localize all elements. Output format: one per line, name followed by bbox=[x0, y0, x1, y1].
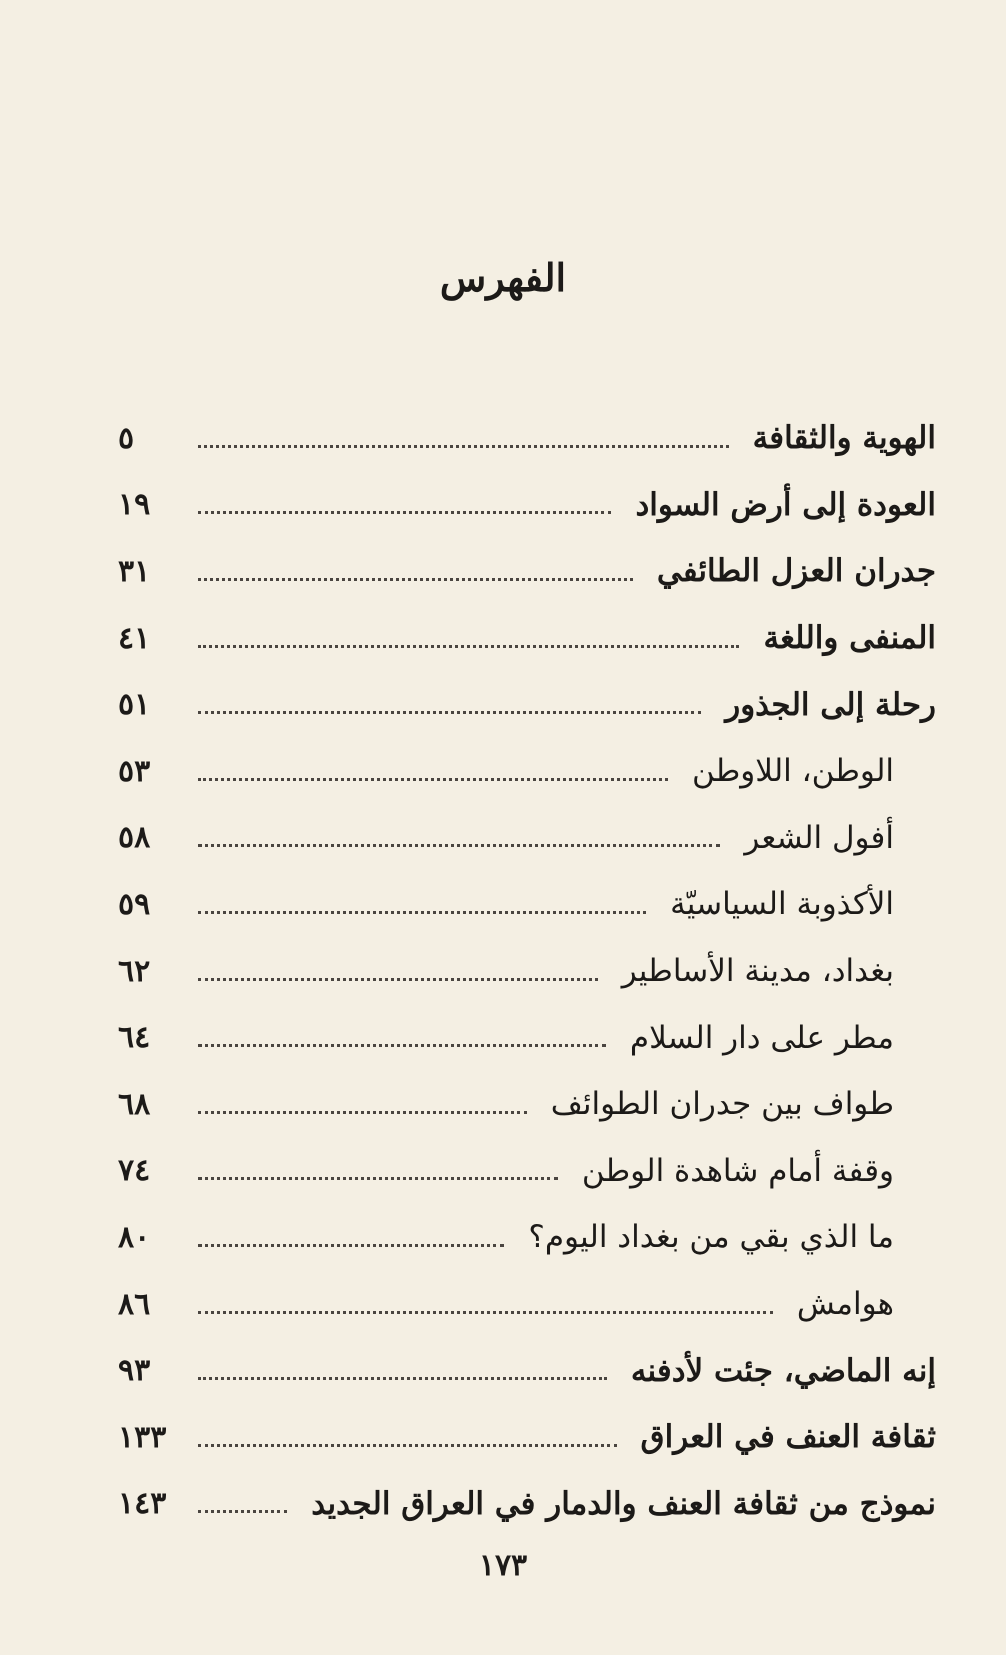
toc-entry-title: رحلة إلى الجذور bbox=[725, 686, 936, 723]
toc-entry-page: ٥٣ bbox=[118, 753, 151, 789]
toc-entry-page: ١٩ bbox=[118, 487, 151, 523]
toc-subentry bbox=[118, 1138, 936, 1205]
toc-entry-page: ٩٣ bbox=[118, 1353, 151, 1389]
toc-entry-page: ١٤٣ bbox=[118, 1486, 167, 1522]
toc-entry-title: نموذج من ثقافة العنف والدمار في العراق الجديد bbox=[311, 1485, 936, 1522]
toc-entry-page: ٣١ bbox=[118, 553, 151, 589]
toc-entry-title: أفول الشعر bbox=[744, 819, 894, 856]
dot-leader bbox=[198, 711, 701, 714]
table-of-contents bbox=[118, 405, 936, 1537]
toc-entry-title: المنفى واللغة bbox=[763, 620, 936, 657]
toc-entry-page: ٨٠ bbox=[118, 1219, 151, 1255]
toc-entry bbox=[118, 405, 936, 472]
toc-entry-page: ٤١ bbox=[118, 620, 151, 656]
toc-subentry bbox=[118, 805, 936, 872]
toc-entry-title: هوامش bbox=[796, 1286, 894, 1323]
toc-entry bbox=[118, 1404, 936, 1471]
toc-subentry bbox=[118, 1271, 936, 1338]
dot-leader bbox=[198, 778, 668, 781]
dot-leader bbox=[198, 511, 611, 514]
dot-leader bbox=[198, 1044, 606, 1047]
toc-entry-title: وقفة أمام شاهدة الوطن bbox=[581, 1152, 894, 1189]
toc-subentry bbox=[118, 1004, 936, 1071]
toc-entry bbox=[118, 671, 936, 738]
toc-entry-page: ٥ bbox=[118, 420, 135, 456]
dot-leader bbox=[198, 978, 598, 981]
dot-leader bbox=[198, 911, 646, 914]
toc-entry-page: ٦٤ bbox=[118, 1020, 151, 1056]
toc-entry-page: ٥٩ bbox=[118, 886, 151, 922]
dot-leader bbox=[198, 1510, 287, 1513]
toc-entry-title: العودة إلى أرض السواد bbox=[635, 486, 936, 523]
dot-leader bbox=[198, 1111, 527, 1114]
toc-entry-page: ٥٨ bbox=[118, 820, 151, 856]
toc-entry bbox=[118, 1471, 936, 1538]
toc-subentry bbox=[118, 738, 936, 805]
toc-entry-title: مطر على دار السلام bbox=[629, 1019, 894, 1056]
dot-leader bbox=[198, 1177, 558, 1180]
dot-leader bbox=[198, 844, 720, 847]
toc-entry bbox=[118, 538, 936, 605]
toc-entry-title: ثقافة العنف في العراق bbox=[640, 1419, 936, 1456]
toc-entry-title: بغداد، مدينة الأساطير bbox=[621, 953, 894, 990]
dot-leader bbox=[198, 578, 633, 581]
toc-entry-page: ٥١ bbox=[118, 687, 151, 723]
toc-entry bbox=[118, 472, 936, 539]
page-number: ١٧٣ bbox=[478, 1548, 528, 1583]
toc-entry-title: الأكذوبة السياسيّة bbox=[670, 886, 894, 923]
dot-leader bbox=[198, 445, 729, 448]
page-title: الفهرس bbox=[439, 255, 567, 300]
toc-subentry bbox=[118, 871, 936, 938]
toc-entry bbox=[118, 1337, 936, 1404]
toc-entry-title: جدران العزل الطائفي bbox=[656, 553, 936, 590]
toc-entry-page: ٧٤ bbox=[118, 1153, 151, 1189]
toc-entry-page: ٦٨ bbox=[118, 1086, 151, 1122]
toc-entry-title: إنه الماضي، جئت لأدفنه bbox=[630, 1352, 936, 1389]
toc-entry-title: طواف بين جدران الطوائف bbox=[550, 1086, 894, 1123]
dot-leader bbox=[198, 1444, 617, 1447]
toc-entry-page: ٦٢ bbox=[118, 953, 151, 989]
toc-entry-page: ٨٦ bbox=[118, 1286, 151, 1322]
toc-subentry bbox=[118, 1071, 936, 1138]
toc-subentry bbox=[118, 938, 936, 1005]
dot-leader bbox=[198, 1377, 607, 1380]
dot-leader bbox=[198, 1311, 773, 1314]
toc-entry-title: الهوية والثقافة bbox=[752, 420, 936, 457]
toc-subentry bbox=[118, 1204, 936, 1271]
toc-entry-title: ما الذي بقي من بغداد اليوم؟ bbox=[528, 1219, 894, 1256]
toc-entry-page: ١٣٣ bbox=[118, 1419, 167, 1455]
dot-leader bbox=[198, 645, 739, 648]
toc-entry bbox=[118, 605, 936, 672]
dot-leader bbox=[198, 1244, 504, 1247]
toc-entry-title: الوطن، اللاوطن bbox=[692, 753, 894, 790]
